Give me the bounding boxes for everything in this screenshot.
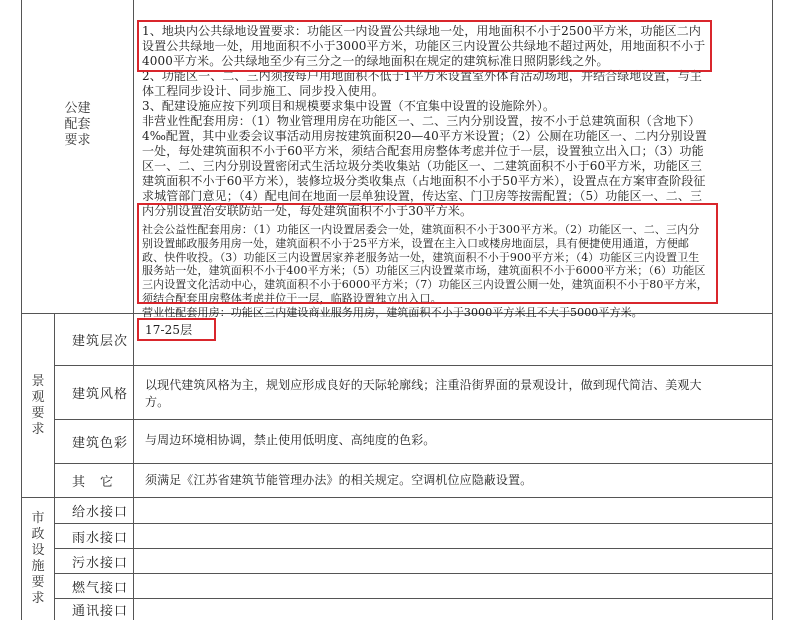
building-style-value: 以现代建筑风格为主，规划应形成良好的天际轮廓线；注重沿街界面的景观设计，做到现代简洁、美观大方。 (145, 378, 702, 409)
facilities-intro-paragraph: 3、配建设施应按下列项目和规模要求集中设置（不宜集中设置的设施除外）。 (142, 99, 556, 113)
sewage-label: 污水接口 (72, 555, 129, 571)
municipal-label: 市 政 设 施 要 求 (31, 511, 45, 606)
other-value: 须满足《江苏省建筑节能管理办法》的相关规定。空调机位应隐蔽设置。 (145, 473, 533, 487)
public-welfare-paragraph: 社会公益性配套用房：（1）功能区一内设置居委会一处，建筑面积不小于300平方米。（2）功能区一、二、三内分别设置邮政服务用房一处，建筑面积不小于25平方米，设置在主入口或楼房地面层，具有便捷使用通道，方便邮政、快件收投。（3）功能区三内设置居家养老服务站一处，建筑面积不小于900平方米；（4）功能区三内设置卫生服务站一处，建筑面积不小于400平方米；（5）功能区三内设置菜市场，建筑面积不小于6000平方米；（6）功能区三内设置文化活动中心，建筑面积不小于6000平方米；（7）功能区三内设置公厕一处，建筑面积不小于80平方米，须结合配套用房整体考虑并位于一层，临路设置独立出入口。 (142, 223, 708, 305)
row-divider-color (54, 463, 773, 464)
row-divider-rain (54, 548, 773, 549)
rainwater-label: 雨水接口 (72, 530, 129, 546)
row-divider-style (54, 419, 773, 420)
label-column-divider (133, 0, 134, 620)
row-divider-gas (54, 598, 773, 599)
sports-field-paragraph: 2、功能区一、二、三内须按每户用地面积不低于1平方米设置室外体育活动场地，并结合绿地设置，与主体工程同步设计、同步施工、同步投入使用。 (142, 69, 702, 98)
row-divider-layers (54, 365, 773, 366)
row-divider-water (54, 523, 773, 524)
landscape-label: 景 观 要 求 (31, 373, 45, 437)
non-commercial-paragraph: 非营业性配套用房：（1）物业管理用房在功能区一、二、三内分别设置，按不小于总建筑面积（含地下）4‰配置，其中业委会议事活动用房按建筑面积20—40平方米设置；（2）公厕在功能区一、二内分别设置一处，每处建筑面积不小于60平方米，须结合配套用房整体考虑并位于一层，设置独立出入口；（3）功能区一、二、三内分别设置密闭式生活垃圾分类收集站（功能区一、二建筑面积不小于60平方米，功能区三建筑面积不小于60平方米），装修垃圾分类收集点（占地面积不小于50平方米），设置点在方案审查阶段征求城管部门意见；（4）配电间在地面一层单独设置，传达室、门卫房等按需配置；（5）功能区一、二、三内分别设置治安联防站一处，每处建筑面积不小于30平方米。 (142, 114, 707, 218)
public-facilities-label: 公建 配套 要求 (64, 101, 91, 148)
highlight-green-space (137, 20, 712, 72)
highlight-social-facilities (137, 203, 718, 304)
green-space-paragraph: 1、地块内公共绿地设置要求：功能区一内设置公共绿地一处，用地面积不小于2500平方米，功能区二内设置公共绿地一处，用地面积不小于3000平方米，功能区三内设置公共绿地不超过两处，用地面积不小于4000平方米。公共绿地至少有三分之一的绿地面积在规定的建筑标准日照阴影线之外。 (142, 24, 706, 68)
building-color-label: 建筑色彩 (72, 436, 129, 451)
commercial-paragraph: 营业性配套用房：功能区三内建设商业服务用房，建筑面积不小于3000平方米且不大于5000平方米。 (142, 305, 643, 319)
row-divider-sewage (54, 573, 773, 574)
building-color-value: 与周边环境相协调，禁止使用低明度、高纯度的色彩。 (145, 433, 436, 447)
telecom-label: 通讯接口 (72, 604, 129, 619)
building-layers-label: 建筑层次 (72, 334, 129, 349)
water-supply-label: 给水接口 (72, 505, 129, 520)
other-label: 其 它 (72, 475, 115, 490)
row-divider-landscape (21, 497, 773, 498)
building-style-label: 建筑风格 (72, 387, 129, 402)
building-layers-value: 17-25层 (145, 323, 193, 337)
table-right-border (772, 0, 773, 620)
gas-label: 燃气接口 (72, 580, 129, 596)
